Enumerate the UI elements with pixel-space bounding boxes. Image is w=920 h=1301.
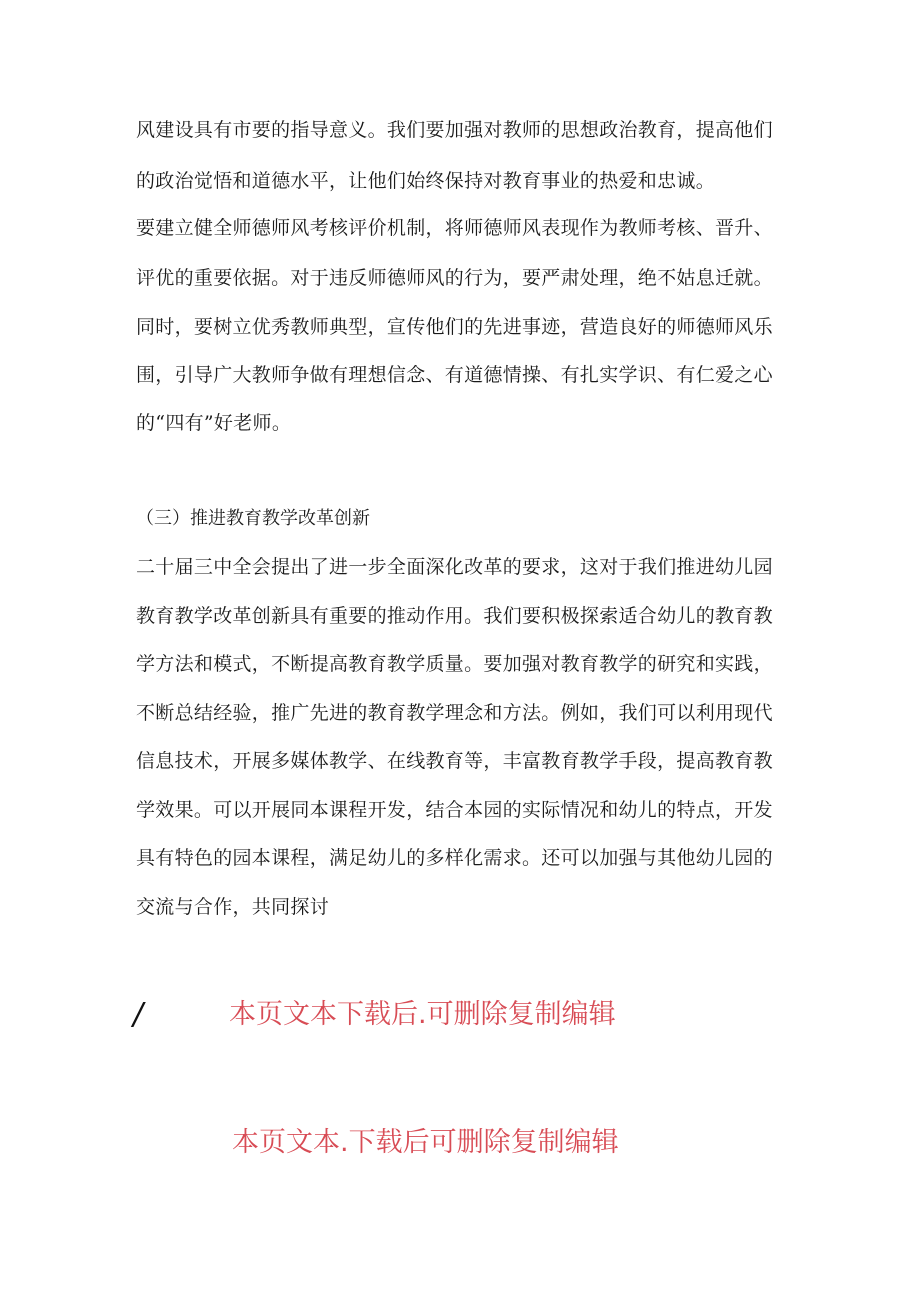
paragraph-2-line-5: 的“四有”好老师。 <box>136 412 292 434</box>
section-3-line-6: 学效果。可以开展同本课程开发，结合本园的实际情况和幼儿的特点，开发 <box>136 799 773 821</box>
paragraph-1-line-2: 的政治觉悟和道德水平，让他们始终保持对教育事业的热爱和忠诚。 <box>136 170 716 192</box>
paragraph-2-line-3: 同时，要树立优秀教师典型，宣传他们的先进事迹，营造良好的师德师风乐 <box>136 316 773 338</box>
section-3-line-5: 信息技术，开展多媒体教学、在线教育等，丰富教育教学手段，提高教育教 <box>136 750 773 772</box>
section-3-line-1: 二十届三中全会提出了进一步全面深化改革的要求，这对于我们推进幼儿园 <box>136 556 773 578</box>
edit-notice-1: 本页文本下载后.可删除复制编辑 <box>229 999 616 1030</box>
section-3-line-8: 交流与合作，共同探讨 <box>136 896 330 918</box>
section-3-heading: （三）推进教育教学改革创新 <box>136 508 370 529</box>
section-3-line-2: 教育教学改革创新具有重要的推动作用。我们要积极探索适合幼儿的教育教 <box>136 605 773 627</box>
section-3-line-7: 具有特色的园本课程，满足幼儿的多样化需求。还可以加强与其他幼儿园的 <box>136 847 773 869</box>
section-3-line-3: 学方法和模式，不断提高教育教学质量。要加强对教育教学的研究和实践， <box>136 653 773 675</box>
edit-notice-2: 本页文本.下载后可删除复制编辑 <box>232 1127 619 1158</box>
section-3-line-4: 不断总结经验，推广先进的教育教学理念和方法。例如，我们可以利用现代 <box>136 702 773 724</box>
paragraph-2-line-4: 围，引导广大教师争做有理想信念、有道德情操、有扎实学识、有仁爱之心 <box>136 364 773 386</box>
paragraph-2-line-2: 评优的重要依据。对于违反师德师风的行为，要严肃处理，绝不姑息迁就。 <box>136 267 773 289</box>
paragraph-2-line-1: 要建立健全师德师风考核评价机制，将师德师风表现作为教师考核、晋升、 <box>136 217 773 239</box>
paragraph-1-line-1: 风建设具有市要的指导意义。我们要加强对教师的思想政治教育，提高他们 <box>136 119 773 141</box>
slash-mark: / <box>133 997 144 1032</box>
